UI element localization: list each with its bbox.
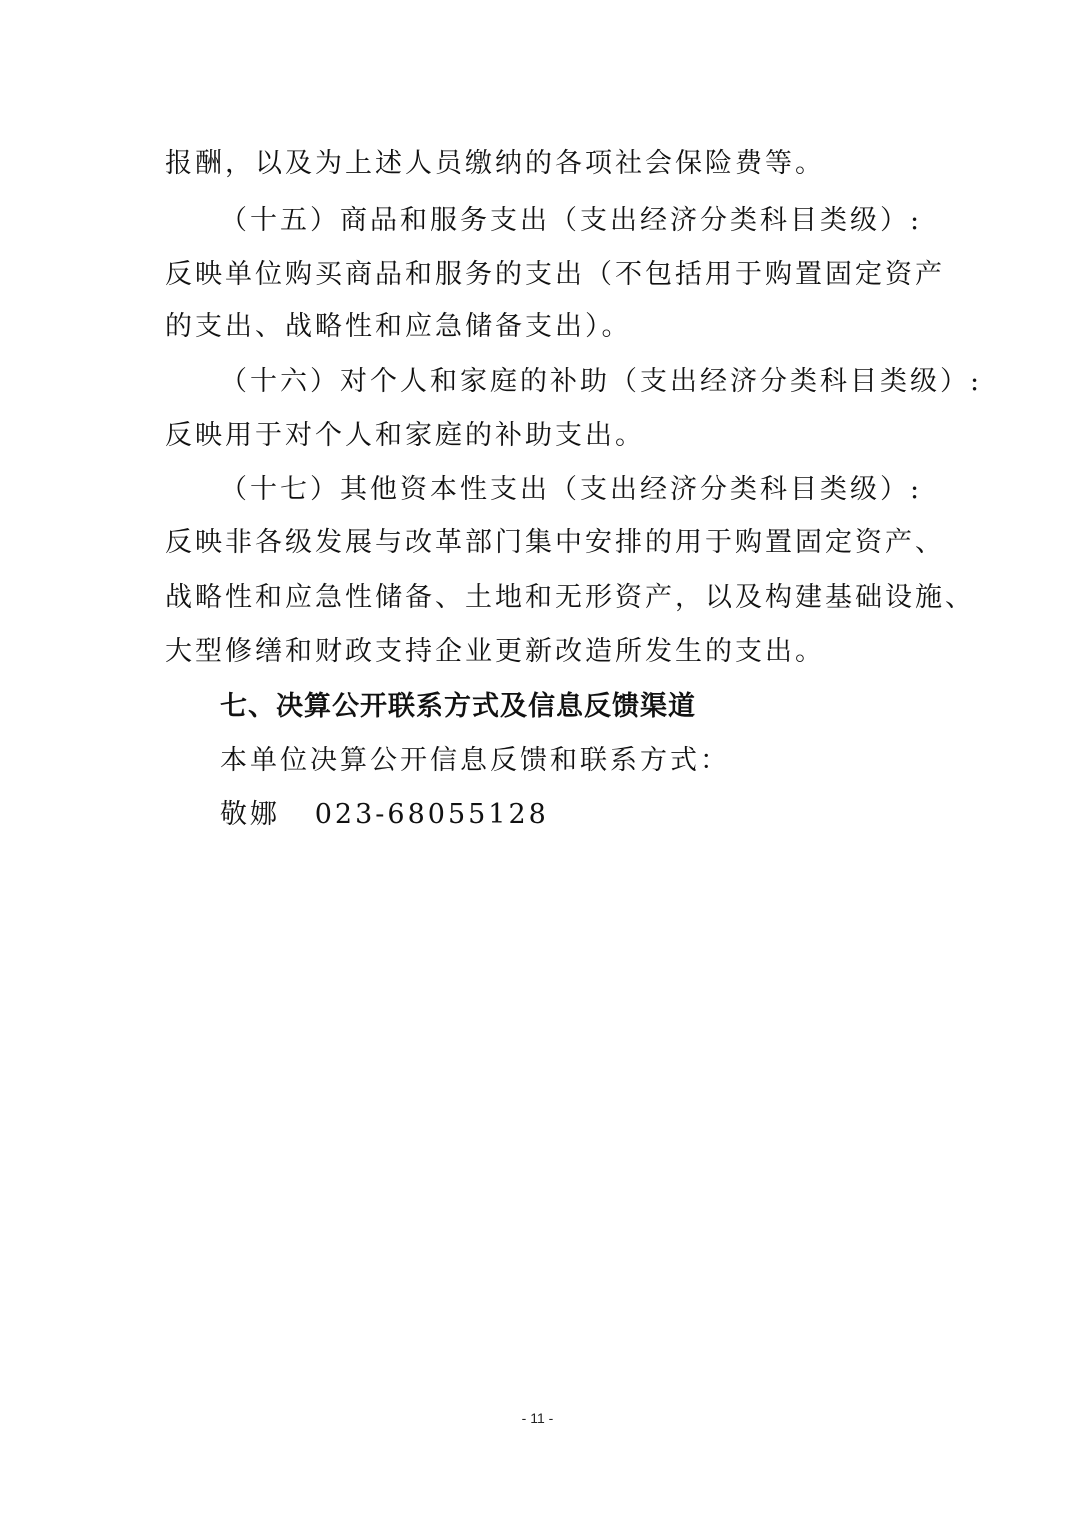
paragraph-line: 战略性和应急性储备、土地和无形资产，以及构建基础设施、 — [165, 582, 975, 613]
paragraph-line: 反映非各级发展与改革部门集中安排的用于购置固定资产、 — [165, 527, 945, 558]
paragraph-line: 反映单位购买商品和服务的支出（不包括用于购置固定资产 — [165, 259, 945, 290]
contact-intro: 本单位决算公开信息反馈和联系方式： — [220, 745, 730, 776]
paragraph-line: 的支出、战略性和应急储备支出）。 — [165, 311, 632, 342]
paragraph-line: 报酬，以及为上述人员缴纳的各项社会保险费等。 — [165, 148, 825, 179]
paragraph-line: 大型修缮和财政支持企业更新改造所发生的支出。 — [165, 636, 825, 667]
section-heading: 七、决算公开联系方式及信息反馈渠道 — [220, 691, 696, 722]
paragraph-line: 反映用于对个人和家庭的补助支出。 — [165, 420, 645, 451]
contact-info: 敬娜 023-68055128 — [220, 799, 549, 830]
paragraph-line: （十六）对个人和家庭的补助（支出经济分类科目类级）: — [220, 366, 983, 397]
page-number: - 11 - — [521, 1410, 554, 1426]
paragraph-line: （十七）其他资本性支出（支出经济分类科目类级）: — [220, 474, 923, 505]
paragraph-line: （十五）商品和服务支出（支出经济分类科目类级）: — [220, 205, 923, 236]
